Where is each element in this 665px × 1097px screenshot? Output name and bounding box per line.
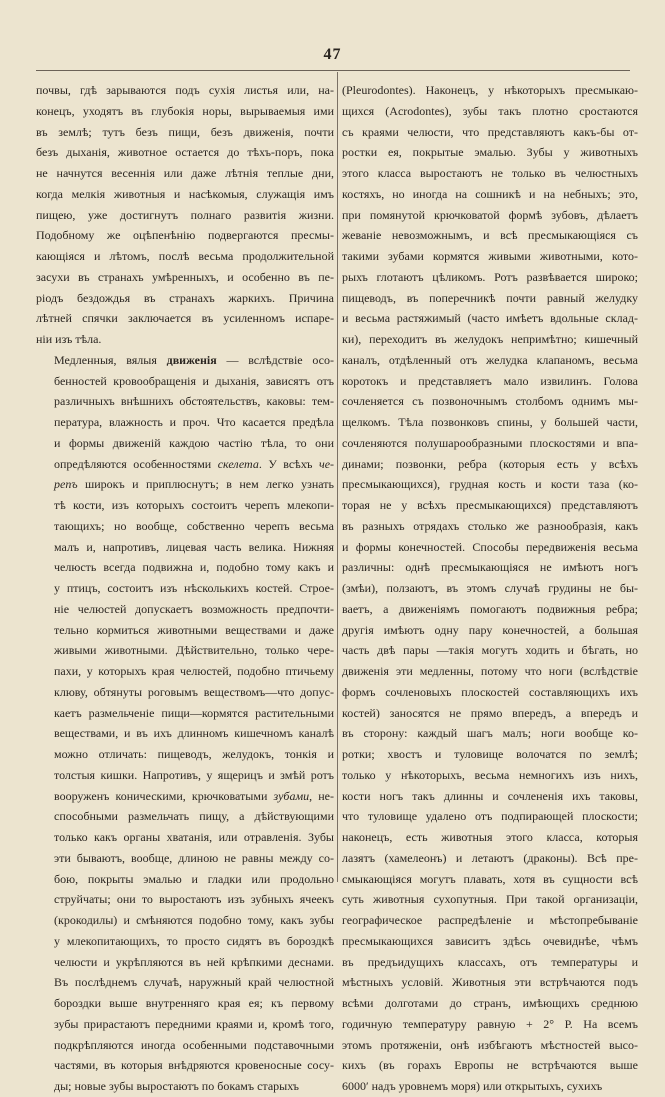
- text-line: рыхъ глотаютъ цѣликомъ. Ротъ развѣвается широко;: [342, 269, 638, 284]
- text-line: пература, влажность и проч. Что касается предѣла: [54, 415, 334, 429]
- right-column: [342, 80, 638, 1097]
- text-line: щелкомъ. Тѣла позвонковъ спины, у большей части,: [342, 415, 638, 429]
- text-line: при помянутой крючковатой формѣ зубовъ, дѣлаетъ: [342, 207, 638, 222]
- italic-term: репъ: [54, 477, 78, 492]
- text-line: ваетъ, а движеніямъ помогаютъ подвижныя ребра;: [342, 601, 638, 616]
- text-line: пахи, у которыхъ края челюстей, подобно птичьему: [54, 664, 334, 678]
- text-line: каетъ размельченіе пищи—кормятся растительными: [54, 705, 334, 720]
- text-line: Подобному же оцѣпенѣнію подвергаются пресмы-: [36, 228, 334, 243]
- text-line: годичную температуру равную + 2° Р. На всемъ: [342, 1016, 638, 1031]
- text-line: щихся (Acrodontes), зубы такъ плотно сростаются: [342, 103, 638, 118]
- text-line: засухи въ странахъ умѣренныхъ, и особенно въ пе-: [36, 269, 334, 284]
- text-line: другія имѣютъ одну пару конечностей, а большая: [342, 622, 638, 637]
- text-line: динами; позвонки, ребра (которыя есть у всѣхъ: [342, 456, 638, 471]
- text-line: ріодъ бездождья въ странахъ жаркихъ. Причина: [36, 290, 334, 305]
- text-line: 6000′ надъ уровнемъ моря) или открытыхъ, сухихъ: [342, 1079, 603, 1093]
- text-line: челюсти и укрѣпляются въ ней крѣпкими деснами.: [54, 954, 334, 969]
- text-line: этого класса выростаютъ не только въ челюстныхъ: [342, 166, 638, 180]
- text-line: безъ дыханія, животное остается до тѣхъ-поръ, пока: [36, 145, 334, 160]
- text-line: ростки ея, покрытые эмалью. Зубы у животныхъ: [342, 145, 638, 160]
- text-line: репъ широкъ и приплюснутъ; в нем легко узнать: [54, 477, 334, 492]
- column-divider: [337, 72, 338, 882]
- text-line: лазятъ (хамелеонъ) и летаютъ (драконы). Всѣ пре-: [342, 850, 638, 865]
- text-line: ніи изъ тѣла.: [36, 332, 102, 346]
- text-line: въ землѣ; тутъ безъ пищи, безъ движенія, почти: [36, 124, 334, 139]
- italic-term: че-: [318, 456, 334, 471]
- paragraph: [342, 80, 638, 1097]
- text-line: смыкающіяся могутъ плавать, хотя въ сущности всѣ: [342, 871, 638, 886]
- text-line: коротокъ и представляетъ мало извилинъ. Голова: [342, 373, 638, 388]
- text-line: торая не у всѣхъ пресмыкающихся) представляютъ: [342, 498, 638, 512]
- text-line: не начнутся весеннія или даже лѣтнія теплые дни,: [36, 166, 334, 180]
- text-line: только какъ органы хватанія, или отравленія. Зубы: [54, 830, 334, 844]
- text-line: клюву, обтянуты роговымъ веществомъ—что допус-: [54, 684, 334, 699]
- text-line: различныхъ внѣшнихъ обстоятельствъ, каковы: тем-: [54, 394, 334, 409]
- text-line: только у нѣкоторыхъ, весьма немногихъ изъ нихъ,: [342, 767, 638, 782]
- text-line: (крокодилы) и смѣняются подобно тому, какъ зубы: [54, 913, 334, 927]
- text-line: у млекопитающихъ, то просто сидятъ въ бороздкѣ: [54, 933, 334, 948]
- text-line: толстыя кишки. Напротивъ, у ящерицъ и змѣй ротъ: [54, 767, 334, 782]
- text-line: такими зубами кормятся живыми животными, кото-: [342, 249, 638, 263]
- text-line: когда мелкія животныя и насѣкомыя, служащія имъ: [36, 186, 334, 201]
- text-line: въ разныхъ отрядахъ столько же разнообразія, какъ: [342, 518, 638, 533]
- text-line: пресмыкающихся), грудная кость и кости таза (ко-: [342, 477, 638, 492]
- text-line: всѣми долготами до странъ, имѣющихъ среднюю: [342, 996, 638, 1010]
- text-line: въ предъидущихъ классахъ, отъ температуры и: [342, 954, 638, 969]
- text-line: тающихъ; но вообще, собственно черепъ весьма: [54, 518, 334, 533]
- bold-term: движенія: [166, 352, 217, 367]
- text-line: струйчаты; они то выростаютъ изъ зубныхъ ячеекъ: [54, 892, 334, 907]
- paragraph: [36, 350, 334, 1097]
- text-line: сочленяется съ позвоночнымъ столбомъ однимъ мы-: [342, 394, 638, 409]
- text-line: бороздки выше внутренняго края ея; къ первому: [54, 996, 334, 1010]
- text-line: движенія эти медленны, потому что ноги (вслѣдствіе: [342, 664, 638, 678]
- text-line: у птицъ, состоитъ изъ нѣсколькихъ костей. Строе-: [54, 581, 334, 595]
- text-line: въ сторону: каждый шагъ малъ; ноги вообще ко-: [342, 726, 638, 741]
- text-line: эти бываютъ, вообще, длиною не равны между со-: [54, 850, 334, 865]
- text-line: опредѣляются особенностями скелета. У всѣхъ че-: [54, 456, 334, 471]
- text-line: тельно кормиться животными веществами и даже: [54, 622, 334, 637]
- page-number: 47: [323, 46, 342, 63]
- text-line: пищеводъ, въ поперечникѣ почти равный желудку: [342, 290, 638, 305]
- text-line: и формы конечностей. Способы передвиженія весьма: [342, 539, 638, 554]
- text-line: часть двѣ пары —такія могутъ ходить и бѣгать, но: [342, 643, 638, 658]
- text-line: ды; новые зубы выростаютъ по бокамъ старыхъ: [54, 1079, 299, 1093]
- italic-term: зубами: [273, 788, 310, 803]
- text-line: костей) заносятся не прямо впередъ, а впередъ и: [342, 705, 638, 720]
- text-line: жеваніе невозможнымъ, и всѣ пресмыкающіяся съ: [342, 228, 638, 243]
- text-line: живыми животными. Дѣйствительно, только чере-: [54, 643, 334, 658]
- text-line: веществами, и въ ихъ длинномъ кишечномъ каналѣ: [54, 726, 334, 741]
- text-line: лѣтней спячки заключается въ усиленномъ испаре-: [36, 311, 334, 326]
- text-line: зубы прирастаютъ передними краями и, кромѣ того,: [54, 1016, 334, 1031]
- text-line: челюсть всегда подвижна и, подобно тому какъ и: [54, 560, 334, 575]
- text-line: тѣ кости, изъ которыхъ состоитъ черепъ млекопи-: [54, 498, 334, 512]
- text-line: и весьма растяжимый (часто имѣетъ вдольные склад-: [342, 311, 638, 326]
- text-line: различны: однѣ пресмыкающіяся не имѣютъ ногъ: [342, 560, 638, 575]
- text-line: мѣстныхъ условій. Животныя эти встрѣчаются подъ: [342, 975, 638, 990]
- text-line: Медленныя, вялыя движенія — вслѣдствіе осо-: [54, 352, 334, 367]
- text-line: формъ сочленовыхъ плоскостей составляющихъ ихъ: [342, 684, 638, 699]
- text-line: кихъ (въ горахъ Европы не встрѣчаются выше: [342, 1058, 638, 1073]
- text-line: бенностей кровообращенія и дыханія, зависятъ отъ: [54, 373, 334, 388]
- text-line: (Pleurodontes). Наконецъ, у нѣкоторыхъ пресмыкаю-: [342, 83, 638, 97]
- text-line: конецъ, уходятъ въ глубокія норы, вырываемыя ими: [36, 103, 334, 118]
- text-line: пищею, уже достигнутъ полнаго развитія жизни.: [36, 207, 334, 222]
- text-line: можно отличать: пищеводъ, желудокъ, тонкія и: [54, 747, 334, 761]
- text-line: малъ и, напротивъ, лицевая часть велика. Нижняя: [54, 539, 334, 554]
- text-line: кости ногъ такъ длинны и сочлененія ихъ таковы,: [342, 788, 638, 803]
- text-line: каналъ, отдѣленный отъ желудка клапаномъ, весьма: [342, 352, 638, 367]
- text-line: частями, въ которыя внѣдряются кровеносные сосу-: [54, 1058, 334, 1073]
- text-line: этомъ протяженіи, онѣ избѣгаютъ мѣстностей высо-: [342, 1037, 638, 1052]
- text-line: почвы, гдѣ зарываются подъ сухія листья или, на-: [36, 83, 334, 97]
- text-line: способными размельчать пищу, а дѣйствующими: [54, 809, 334, 824]
- text-line: суть животныя сухопутныя. При такой организаціи,: [342, 892, 638, 907]
- left-column: [36, 80, 334, 1097]
- text-line: пресмыкающихся зависитъ здѣсь очевиднѣе, чѣмъ: [342, 933, 638, 948]
- text-line: и формы движеній каждою частію тѣла, то они: [54, 435, 334, 450]
- italic-term: скелета: [217, 456, 259, 471]
- text-line: (змѣи), ползаютъ, въ этомъ случаѣ грудины не бы-: [342, 581, 638, 595]
- text-line: что туловище удалено отъ подпирающей плоскости;: [342, 809, 638, 824]
- header-rule: [36, 70, 630, 71]
- text-line: ки), переходитъ въ желудокъ непримѣтно; кишечный: [342, 332, 638, 346]
- text-line: съ краями челюсти, что представляютъ какъ-бы от-: [342, 124, 638, 139]
- text-line: сочленяются полушарообразными плоскостями и впа-: [342, 435, 638, 450]
- text-line: ніе челюстей допускаетъ возможность предпочти-: [54, 601, 334, 616]
- text-line: подкрѣпляются иногда особенными подставочными: [54, 1037, 334, 1052]
- text-line: географическое распредѣленіе и мѣстопребываніе: [342, 913, 638, 927]
- text-line: кающіяся и лѣтомъ, послѣ весьма продолжительной: [36, 249, 334, 263]
- text-line: Въ послѣднемъ случаѣ, наружный край челюстной: [54, 975, 334, 990]
- text-line: вооруженъ коническими, крючковатыми зубами, не-: [54, 788, 334, 803]
- paragraph: [36, 80, 334, 350]
- text-line: ротки; хвостъ и туловище волочатся по землѣ;: [342, 747, 638, 761]
- text-line: бою, покрыты эмалью и гладки или продольно: [54, 871, 334, 886]
- text-line: наконецъ, есть животныя этого класса, которыя: [342, 830, 638, 844]
- text-line: костяхъ, но иногда на сошникѣ и на небныхъ; это,: [342, 186, 638, 201]
